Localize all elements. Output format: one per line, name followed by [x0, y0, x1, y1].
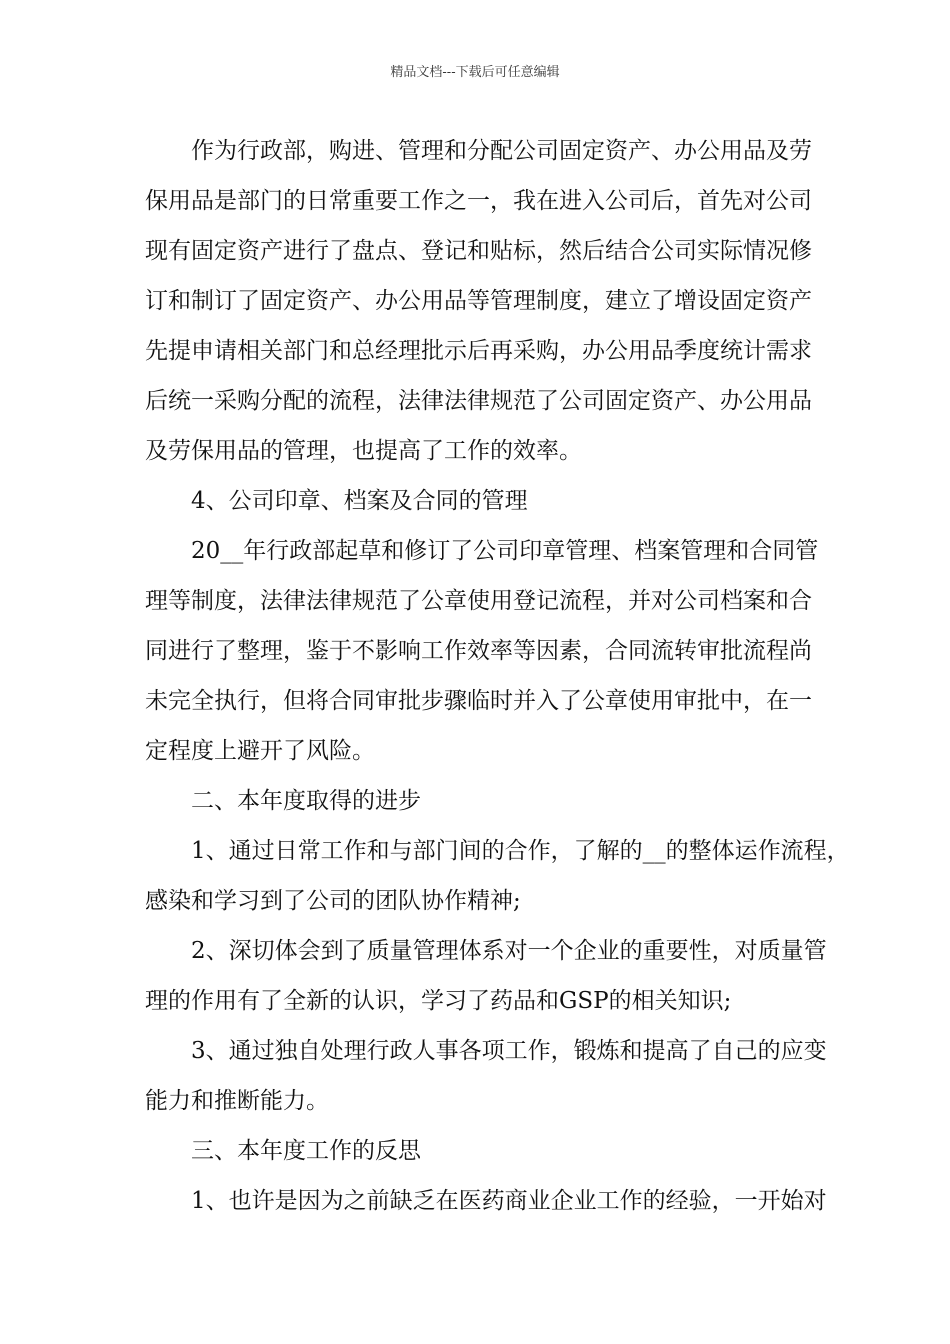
paragraph-line: 现有固定资产进行了盘点、登记和贴标，然后结合公司实际情况修: [145, 238, 812, 264]
paragraph-line: 保用品是部门的日常重要工作之一，我在进入公司后，首先对公司: [145, 188, 812, 214]
paragraph-line: 同进行了整理，鉴于不影响工作效率等因素，合同流转审批流程尚: [145, 638, 812, 664]
page-header: 精品文档---下载后可任意编辑: [390, 65, 560, 80]
paragraph-line: 及劳保用品的管理，也提高了工作的效率。: [145, 438, 582, 464]
paragraph-line: 作为行政部，购进、管理和分配公司固定资产、办公用品及劳: [191, 138, 812, 164]
paragraph-line: 1、也许是因为之前缺乏在医药商业企业工作的经验，一开始对: [191, 1188, 827, 1214]
paragraph-line: 未完全执行，但将合同审批步骤临时并入了公章使用审批中，在一: [145, 688, 812, 714]
section-heading: 三、本年度工作的反思: [191, 1138, 421, 1164]
paragraph-line: 3、通过独自处理行政人事各项工作，锻炼和提高了自己的应变: [191, 1038, 827, 1064]
section-heading: 二、本年度取得的进步: [191, 788, 421, 814]
paragraph-line: 能力和推断能力。: [145, 1088, 329, 1114]
section-heading: 4、公司印章、档案及合同的管理: [191, 488, 528, 514]
paragraph-line: 理等制度，法律法律规范了公章使用登记流程，并对公司档案和合: [145, 588, 812, 614]
paragraph-line: 订和制订了固定资产、办公用品等管理制度，建立了增设固定资产: [145, 288, 812, 314]
paragraph-line: 定程度上避开了风险。: [145, 738, 375, 764]
paragraph-line: 2、深切体会到了质量管理体系对一个企业的重要性，对质量管: [191, 938, 827, 964]
paragraph-line: 1、通过日常工作和与部门间的合作，了解的__的整体运作流程，: [191, 838, 850, 864]
paragraph-line: 后统一采购分配的流程，法律法律规范了公司固定资产、办公用品: [145, 388, 812, 414]
paragraph-line: 感染和学习到了公司的团队协作精神;: [145, 888, 521, 914]
paragraph-line: 20__年行政部起草和修订了公司印章管理、档案管理和合同管: [191, 538, 819, 564]
paragraph-line: 理的作用有了全新的认识，学习了药品和GSP的相关知识;: [145, 988, 732, 1014]
paragraph-line: 先提申请相关部门和总经理批示后再采购，办公用品季度统计需求: [145, 338, 812, 364]
